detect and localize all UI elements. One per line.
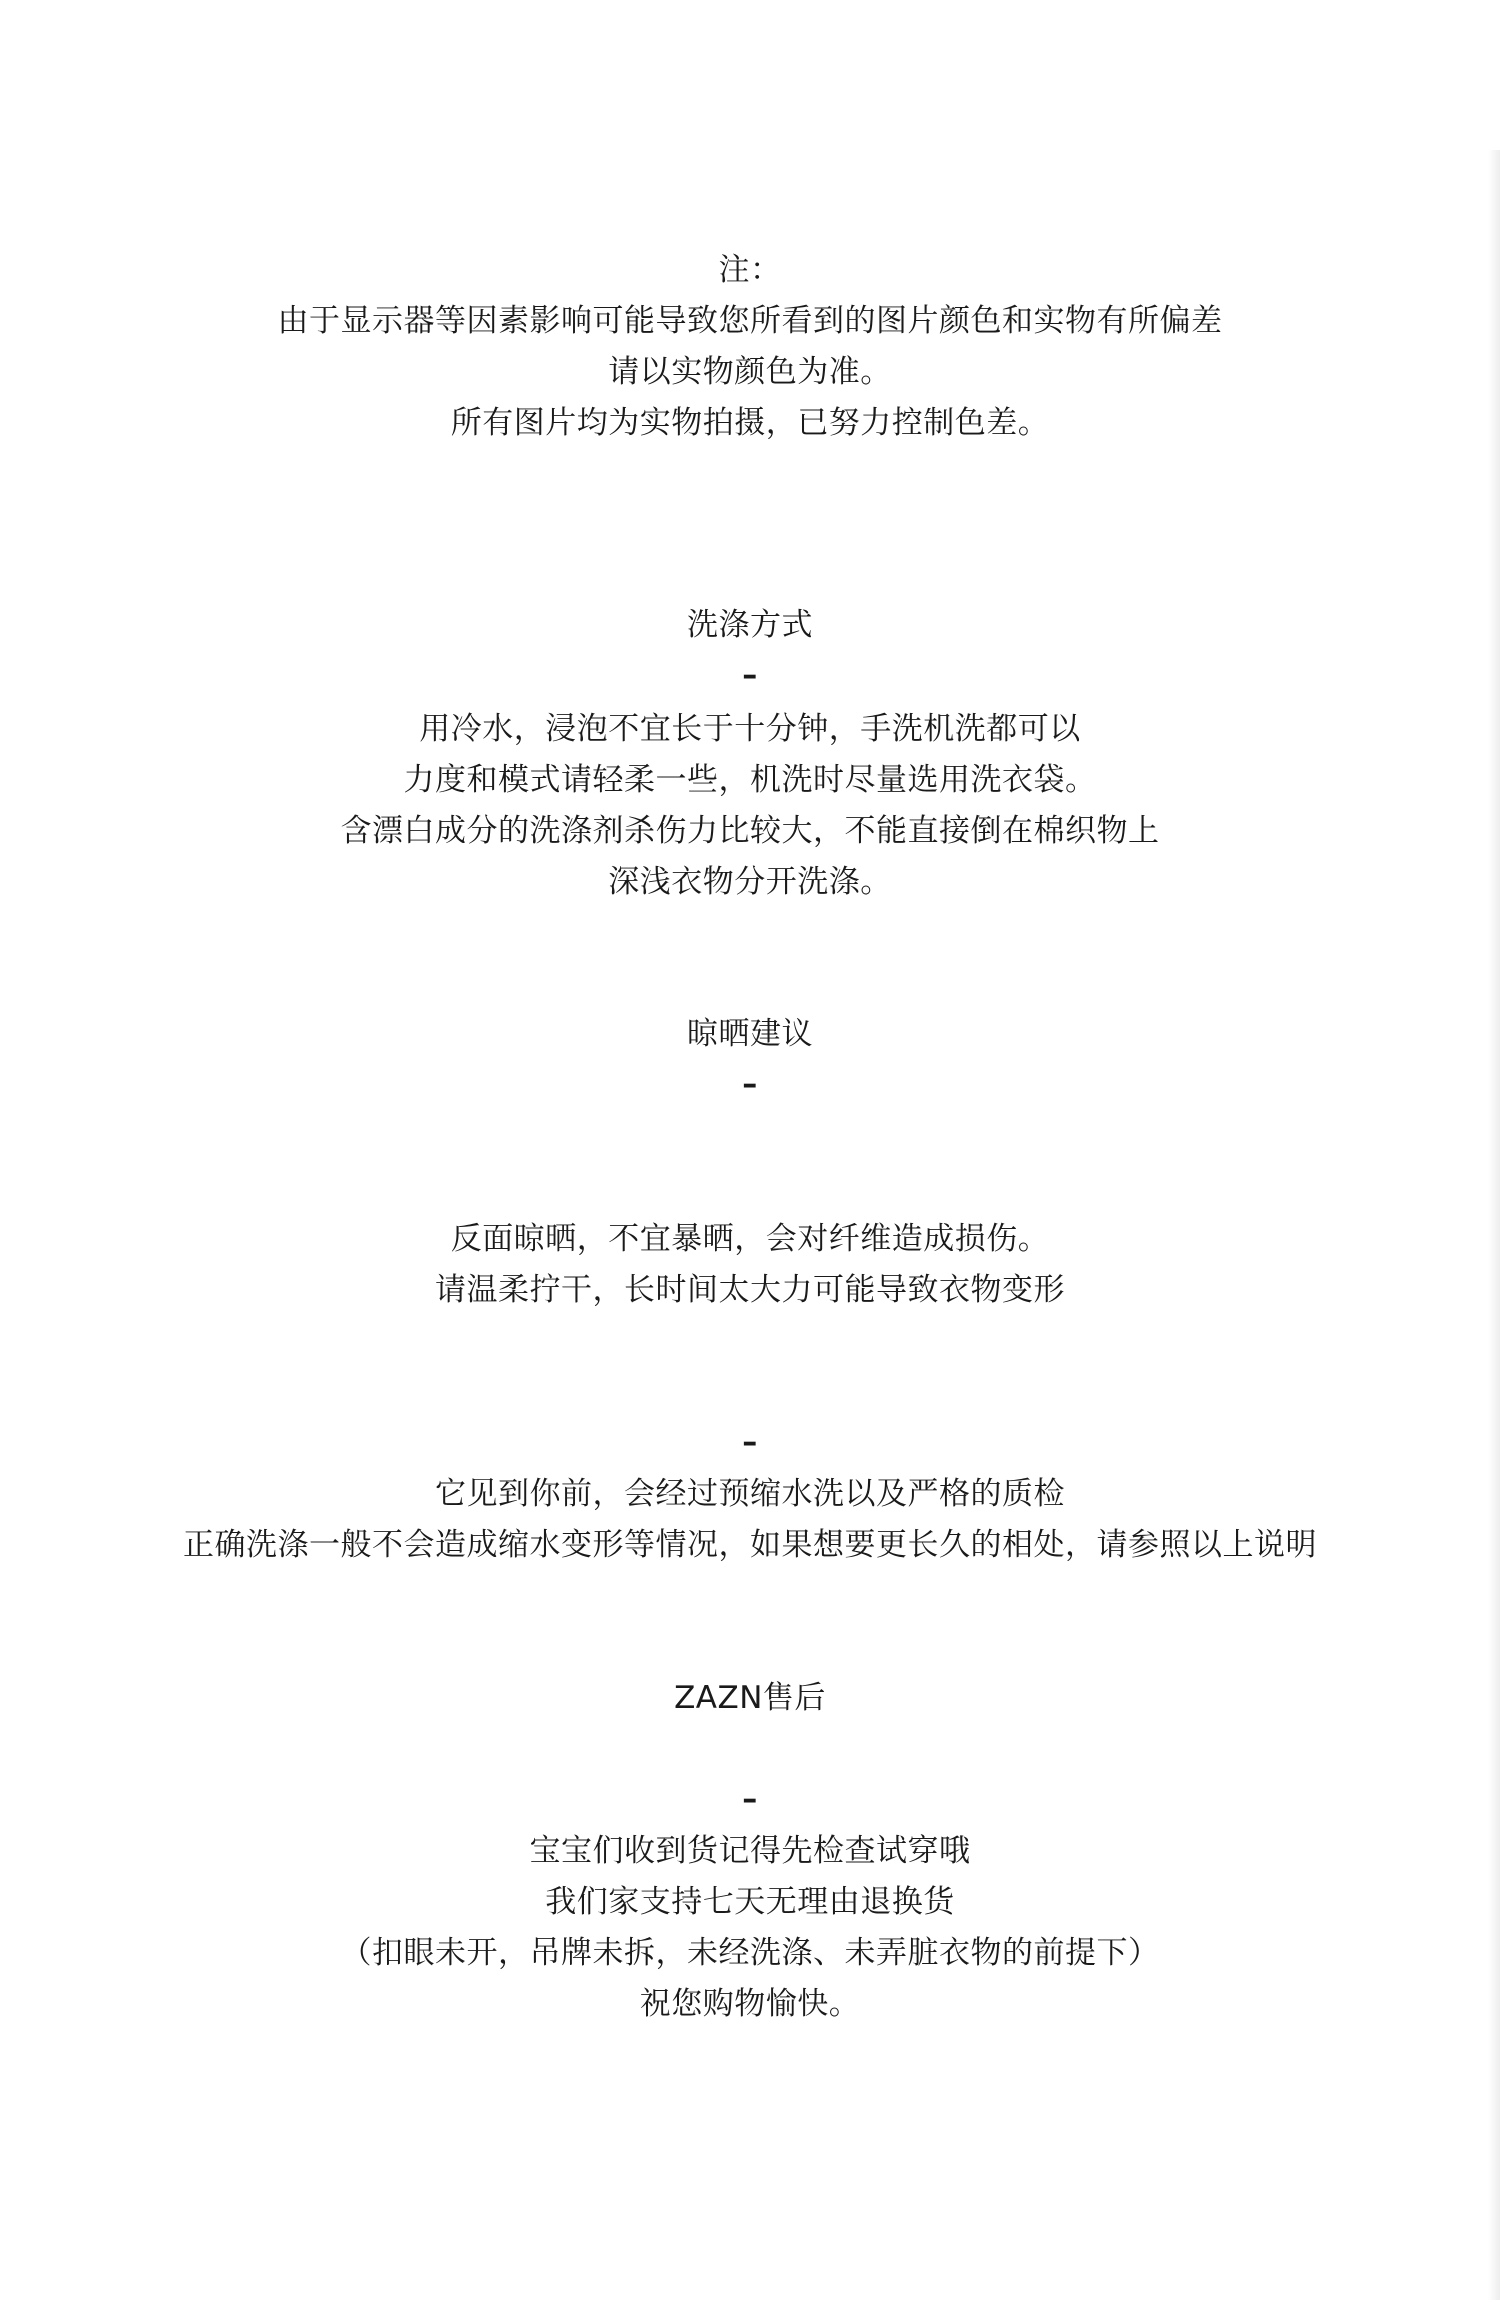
preshrink-line: 它见到你前，会经过预缩水洗以及严格的质检 (435, 1476, 1065, 1512)
drying-line: 请温柔拧干，长时间太大力可能导致衣物变形 (435, 1272, 1065, 1308)
after-sales-line: 我们家支持七天无理由退换货 (545, 1884, 955, 1920)
washing-line: 力度和模式请轻柔一些，机洗时尽量选用洗衣袋。 (403, 762, 1097, 798)
drying-line: 反面晾晒，不宜暴晒，会对纤维造成损伤。 (450, 1221, 1050, 1257)
section-divider: – (742, 1425, 758, 1460)
note-line: 请以实物颜色为准。 (608, 354, 892, 390)
washing-heading: 洗涤方式 (687, 607, 813, 643)
section-divider: – (742, 658, 758, 693)
drying-heading: 晾晒建议 (687, 1016, 813, 1052)
washing-line: 含漂白成分的洗涤剂杀伤力比较大，不能直接倒在棉织物上 (340, 813, 1160, 849)
washing-line: 深浅衣物分开洗涤。 (608, 864, 892, 900)
section-divider: – (742, 1067, 758, 1102)
after-sales-line: 祝您购物愉快。 (639, 1986, 861, 2022)
washing-line: 用冷水，浸泡不宜长于十分钟，手洗机洗都可以 (419, 711, 1081, 747)
note-line: 由于显示器等因素影响可能导致您所看到的图片颜色和实物有所偏差 (277, 303, 1223, 339)
note-heading: 注： (718, 252, 782, 288)
after-sales-heading: ZAZN售后 (674, 1680, 826, 1716)
section-divider: – (742, 1782, 758, 1817)
preshrink-line: 正确洗涤一般不会造成缩水变形等情况，如果想要更长久的相处，请参照以上说明 (183, 1527, 1317, 1563)
after-sales-line: 宝宝们收到货记得先检查试穿哦 (529, 1833, 971, 1869)
page-edge-shadow (1488, 150, 1500, 2300)
after-sales-line: （扣眼未开，吊牌未拆，未经洗涤、未弄脏衣物的前提下） (340, 1935, 1160, 1971)
note-line: 所有图片均为实物拍摄，已努力控制色差。 (450, 405, 1050, 441)
